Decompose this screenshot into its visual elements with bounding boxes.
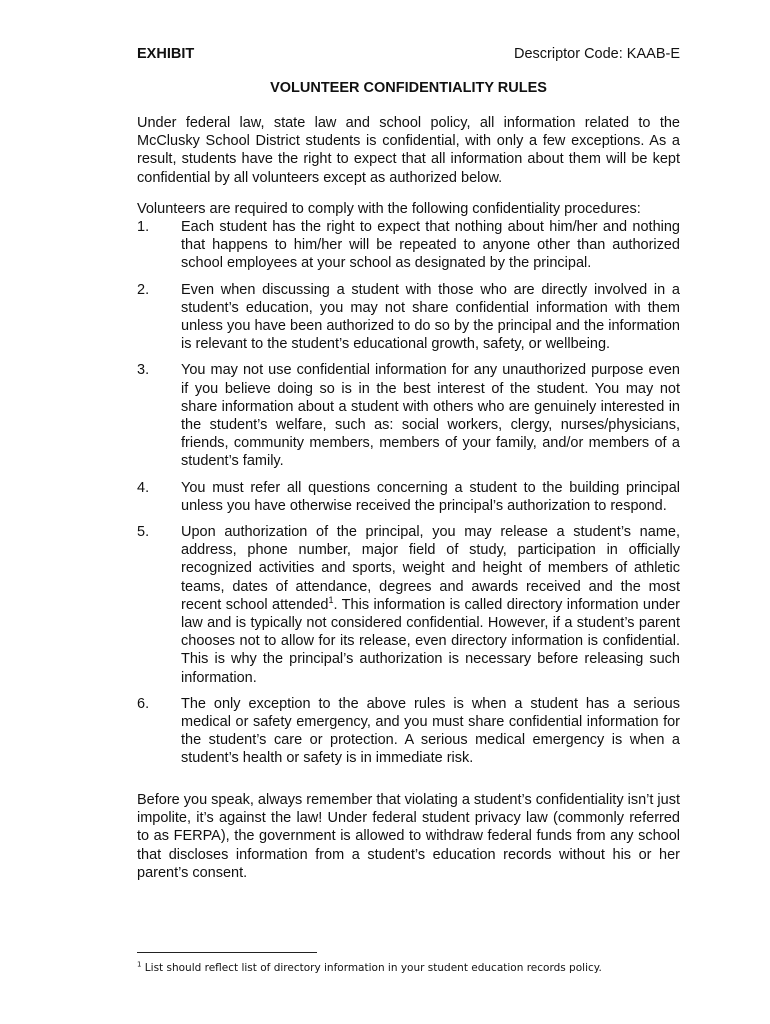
rule-item-6 — [137, 695, 680, 768]
rule-text: Each student has the right to expect that nothing about him/her and nothing that happens to him/her will be repeated to anyone other than authorized school employees at your school as designated by the principal. — [181, 219, 680, 272]
footnote-marker: 1 — [137, 960, 142, 969]
exhibit-label: EXHIBIT — [137, 46, 195, 62]
footnote-text: List should reflect list of directory information in your student education records policy. — [141, 962, 602, 974]
rule-item-5 — [137, 523, 680, 687]
rule-text: Even when discussing a student with those who are directly involved in a student’s education, you may not share confidential information with them unless you have been authorized to do so by the principal and the information is relevant to the student’s educational growth, safety, or wellbeing. — [181, 281, 680, 353]
rule-text-before-footnote: Upon authorization of the principal, you may release a student’s name, address, phone number, major field of study, participation in officially recognized activities and sports, weight and height of members of athletic teams, dates of attendance, degrees and awards received and the most recent school attended — [181, 524, 680, 613]
rule-text-after-footnote: . This information is called directory information under law and is typically not considered confidential. However, if a student’s parent chooses not to allow for its release, even directory information is confidential. This is why the principal’s authorization is necessary before releasing such information. — [181, 596, 681, 686]
rule-number: 1. — [137, 219, 150, 235]
confidentiality-rules-list — [137, 218, 680, 776]
rule-number: 6. — [137, 695, 150, 712]
rule-text: You may not use confidential information for any unauthorized purpose even if you believe doing so is in the best interest of the student. You may not share information about a student with others who are genuinely interested in the student’s welfare, such as: social workers, clergy, nurses/physicians, friends, community members, members of your family, and/or members of a student’s family. — [181, 362, 680, 470]
rule-text: The only exception to the above rules is when a student has a serious medical or safety emergency, and you must share confidential information for the student’s care or protection. A serious medical emergency is when a student’s health or safety is in immediate risk. — [181, 695, 680, 767]
footnote — [137, 962, 697, 974]
rule-item-1 — [137, 218, 680, 273]
rule-number: 5. — [137, 524, 150, 541]
document-title: VOLUNTEER CONFIDENTIALITY RULES — [270, 80, 547, 96]
footnote-divider — [137, 952, 317, 953]
footnote-reference: 1 — [328, 595, 334, 606]
procedures-lead-in: Volunteers are required to comply with the following confidentiality procedures: — [137, 201, 641, 217]
rule-number: 2. — [137, 281, 150, 298]
closing-paragraph: Before you speak, always remember that violating a student’s confidentiality isn’t just impolite, it’s against the law! Under federal student privacy law (commonly referred to as FERPA), the government is allowed to withdraw federal funds from any school that discloses information from a student’s education records without his or her parent’s consent. — [137, 792, 680, 881]
rule-item-2 — [137, 281, 680, 354]
rule-item-3 — [137, 361, 680, 470]
page-header — [137, 46, 680, 66]
rule-text: You must refer all questions concerning a student to the building principal unless you have otherwise received the principal’s authorization to respond. — [181, 479, 680, 514]
rule-item-4 — [137, 479, 680, 515]
rule-number: 3. — [137, 362, 150, 379]
descriptor-code: Descriptor Code: KAAB-E — [513, 46, 680, 62]
rule-number: 4. — [137, 479, 150, 496]
intro-paragraph: Under federal law, state law and school policy, all information related to the McClusky School District students is confidential, with only a few exceptions. As a result, students have the right to expect that all information about them will be kept confidential by all volunteers except as authorized below. — [137, 115, 680, 186]
